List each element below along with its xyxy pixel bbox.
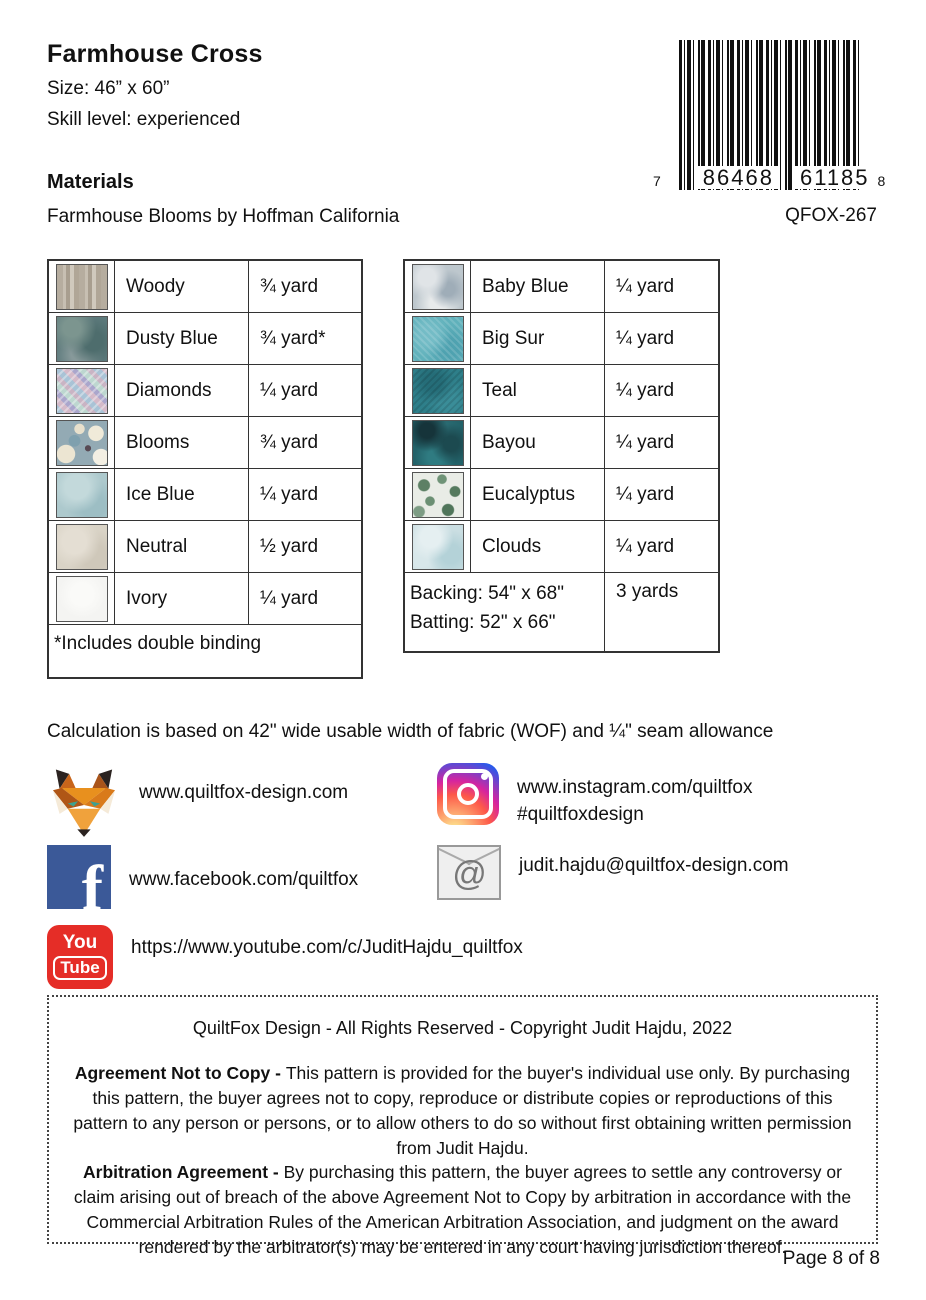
table-row (49, 365, 361, 417)
youtube-url: https://www.youtube.com/c/JuditHajdu_quiltfox (131, 937, 523, 958)
facebook-icon: f (47, 845, 111, 909)
table-row (49, 521, 361, 573)
page-title: Farmhouse Cross (47, 40, 263, 68)
fabric-swatch-ice-blue (56, 472, 108, 518)
fabric-name: Ice Blue (115, 469, 249, 520)
legal-notice-box (47, 995, 878, 1257)
fabric-name: Neutral (115, 521, 249, 572)
barcode-digit-right: 8 (877, 172, 886, 189)
fabric-swatch-baby-blue (412, 264, 464, 310)
fabric-swatch-clouds (412, 524, 464, 570)
agreement-title: Agreement Not to Copy - (74, 1063, 286, 1083)
backing-batting-sizes (405, 573, 605, 651)
fabric-name: Diamonds (115, 365, 249, 416)
table-row (405, 365, 718, 417)
fabric-name: Bayou (471, 417, 605, 468)
fabric-name: Woody (115, 261, 249, 312)
agreement-paragraph (65, 1061, 860, 1160)
fabric-swatch-blooms (56, 420, 108, 466)
table-row (405, 313, 718, 365)
fabric-yardage: ¼ yard (616, 431, 675, 453)
backing-row (405, 573, 718, 651)
calculation-note: Calculation is based on 42" wide usable width of fabric (WOF) and ¼" seam allowance (47, 721, 774, 742)
fabric-yardage: ¼ yard (616, 483, 675, 505)
fabric-yardage: ¾ yard (260, 431, 319, 453)
fabric-tables (47, 259, 879, 679)
email-link-item (437, 845, 789, 900)
instagram-icon (437, 763, 499, 825)
fabric-swatch-big-sur (412, 316, 464, 362)
instagram-hashtag: #quiltfoxdesign (517, 803, 644, 825)
pattern-sku: QFOX-267 (785, 205, 877, 227)
fabric-swatch-teal (412, 368, 464, 414)
page-number: Page 8 of 8 (782, 1248, 880, 1269)
fabric-yardage: ¾ yard* (260, 327, 326, 349)
fabric-table-left (47, 259, 363, 679)
fabric-swatch-dusty-blue (56, 316, 108, 362)
materials-heading: Materials (47, 171, 134, 193)
barcode-digits (651, 165, 886, 190)
youtube-link-item (47, 925, 523, 989)
instagram-url: www.instagram.com/quiltfox (517, 777, 753, 798)
fabric-swatch-woody (56, 264, 108, 310)
facebook-url: www.facebook.com/quiltfox (129, 869, 359, 890)
fabric-yardage: ¼ yard (260, 379, 319, 401)
fabric-swatch-bayou (412, 420, 464, 466)
fabric-name: Baby Blue (471, 261, 605, 312)
copyright-line: QuiltFox Design - All Rights Reserved - Copyright Judit Hajdu, 2022 (192, 1018, 733, 1038)
binding-footnote: *Includes double binding (54, 633, 262, 654)
barcode-group-1: 86468 (697, 166, 780, 189)
table-row (49, 261, 361, 313)
fabric-name: Ivory (115, 573, 249, 624)
fabric-name: Clouds (471, 521, 605, 572)
quiltfox-logo-icon (47, 768, 121, 847)
website-url: www.quiltfox-design.com (139, 782, 349, 803)
barcode-digit-left: 7 (653, 172, 661, 189)
fabric-swatch-eucalyptus (412, 472, 464, 518)
fabric-swatch-ivory (56, 576, 108, 622)
arbitration-body: By purchasing this pattern, the buyer agrees to settle any controversy or claim arising out of breach of the above Agreement Not to Copy by arbitration in accordance with the Commercial Arbitration Rules of the American Arbitration Association, and judgment on the award rendered by the arbitrator(s) may be entered in any court having jurisdiction thereof. (73, 1162, 852, 1257)
fabric-swatch-diamonds (56, 368, 108, 414)
website-link-item (47, 768, 348, 847)
size-line: Size: 46” x 60” (47, 78, 170, 99)
table-row (405, 469, 718, 521)
agreement-body: This pattern is provided for the buyer's individual use only. By purchasing this pattern, the buyer agrees not to copy, reproduce or distribute copies or reproductions of this pattern to any person or persons, or to allow others to do so without first obtaining written permission from Judit Hajdu. (73, 1063, 852, 1158)
table-row (405, 521, 718, 573)
table-row (49, 573, 361, 625)
backing-yardage: 3 yards (616, 581, 679, 602)
fabric-name: Dusty Blue (115, 313, 249, 364)
fabric-name: Blooms (115, 417, 249, 468)
skill-line: Skill level: experienced (47, 109, 241, 130)
table-row (49, 313, 361, 365)
fabric-name: Eucalyptus (471, 469, 605, 520)
fabric-name: Teal (471, 365, 605, 416)
fabric-yardage: ¼ yard (616, 327, 675, 349)
batting-size: Batting: 52" x 66" (410, 612, 556, 634)
fabric-yardage: ¼ yard (616, 535, 675, 557)
table-row (405, 261, 718, 313)
email-address: judit.hajdu@quiltfox-design.com (519, 855, 789, 876)
table-row (49, 469, 361, 521)
fabric-name: Big Sur (471, 313, 605, 364)
fabric-yardage: ¼ yard (616, 379, 675, 401)
table-row (405, 417, 718, 469)
arbitration-paragraph (65, 1160, 860, 1259)
fabric-yardage: ¼ yard (260, 587, 319, 609)
barcode-group-2: 61185 (794, 166, 876, 189)
youtube-icon: You Tube (47, 925, 113, 989)
facebook-link-item (47, 845, 358, 909)
email-icon: @ (437, 845, 501, 900)
fabric-yardage: ¾ yard (260, 275, 319, 297)
arbitration-title: Arbitration Agreement - (83, 1162, 284, 1183)
table-footnote-row (49, 625, 361, 677)
fabric-swatch-neutral (56, 524, 108, 570)
fabric-collection: Farmhouse Blooms by Hoffman California (47, 206, 400, 227)
table-row (49, 417, 361, 469)
fabric-table-right (403, 259, 720, 653)
fabric-yardage: ½ yard (260, 535, 319, 557)
fabric-yardage: ¼ yard (616, 275, 675, 297)
fabric-yardage: ¼ yard (260, 483, 319, 505)
instagram-urls (517, 763, 752, 828)
backing-size: Backing: 54" x 68" (410, 583, 564, 604)
instagram-link-item (437, 763, 752, 828)
barcode-block (651, 40, 886, 227)
